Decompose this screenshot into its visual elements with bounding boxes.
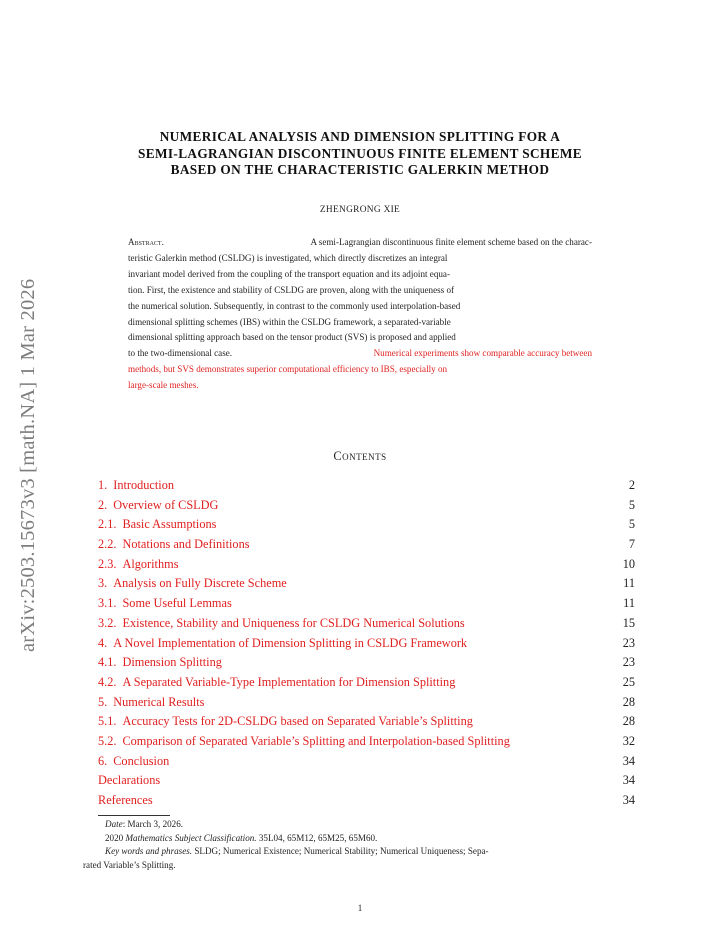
toc-entry-link[interactable]	[98, 752, 169, 772]
toc-entry-link[interactable]	[98, 712, 473, 732]
abstract-line: tion. First, the existence and stability of CSLDG are proven, along with the uniqueness of	[128, 284, 455, 295]
abstract-highlight-line: large-scale meshes.	[128, 380, 199, 391]
toc-entry-title: Algorithms	[122, 556, 179, 571]
toc-entry-number: 2.	[98, 497, 108, 512]
toc-entry-page: 23	[622, 635, 635, 650]
msc-prefix: 2020	[105, 832, 126, 843]
toc-entry-number: 2.2.	[98, 537, 117, 552]
toc-entry[interactable]	[98, 496, 635, 516]
toc-entry-title: Conclusion	[113, 753, 170, 768]
abstract-heading: Abstract.	[128, 237, 164, 247]
toc-entry-link[interactable]	[98, 555, 178, 575]
contents-heading: Contents	[333, 449, 387, 463]
toc-entry-title: Comparison of Separated Variable’s Splitting and Interpolation-based Splitting	[122, 733, 510, 748]
toc-entry-title: Some Useful Lemmas	[122, 596, 232, 611]
toc-entry[interactable]	[98, 712, 635, 732]
paper-title	[80, 129, 640, 179]
msc-value: 35L04, 65M12, 65M25, 65M60.	[258, 832, 378, 843]
abstract-line: the numerical solution. Subsequently, in contrast to the commonly used interpolation-based	[128, 300, 461, 311]
toc-entry-title: Analysis on Fully Discrete Scheme	[113, 576, 287, 591]
abstract-line: teristic Galerkin method (CSLDG) is investigated, which directly discretizes an integral	[128, 252, 448, 263]
toc-entry[interactable]	[98, 594, 635, 614]
toc-entry-title: Introduction	[113, 478, 175, 492]
toc-entry-link[interactable]	[98, 594, 232, 614]
date-label: Date	[105, 819, 123, 829]
title-line: BASED ON THE CHARACTERISTIC GALERKIN METHOD	[170, 162, 550, 177]
toc-entry-page: 10	[622, 556, 635, 571]
toc-entry-page: 5	[628, 517, 635, 532]
table-of-contents	[98, 476, 635, 811]
toc-entry-number: 4.1.	[98, 655, 117, 670]
toc-entry-title: Numerical Results	[113, 694, 205, 709]
toc-entry-title: Overview of CSLDG	[113, 497, 219, 512]
toc-entry-number: 2.3.	[98, 556, 117, 571]
toc-entry-link[interactable]	[98, 476, 174, 496]
toc-entry-page: 15	[622, 615, 635, 630]
toc-entry-title: Basic Assumptions	[122, 517, 217, 532]
toc-entry-page: 34	[622, 773, 635, 788]
keywords-label: Key words and phrases.	[105, 846, 193, 857]
toc-entry-number: 5.1.	[98, 714, 117, 729]
abstract-line: dimensional splitting schemes (IBS) within the CSLDG framework, a separated-variable	[128, 316, 451, 327]
abstract-highlight-line: methods, but SVS demonstrates superior computational efficiency to IBS, especially on	[128, 364, 448, 375]
toc-entry-link[interactable]	[98, 732, 510, 752]
abstract-line	[128, 235, 592, 251]
toc-entry[interactable]	[98, 555, 635, 575]
abstract-text: A semi-Lagrangian discontinuous finite element scheme based on the charac-	[310, 237, 592, 247]
toc-entry-link[interactable]	[98, 653, 222, 673]
toc-entry-link[interactable]	[98, 496, 218, 516]
toc-entry-number: 3.2.	[98, 615, 117, 630]
footnote-msc	[98, 832, 635, 846]
toc-entry-link[interactable]	[98, 614, 465, 634]
toc-entry-number: 5.	[98, 694, 108, 709]
toc-entry-title: Existence, Stability and Uniqueness for CSLDG Numerical Solutions	[122, 615, 465, 630]
toc-entry-page: 2	[628, 478, 635, 492]
toc-entry-number: 3.1.	[98, 596, 117, 611]
toc-entry[interactable]	[98, 693, 635, 713]
toc-entry-link[interactable]	[98, 634, 467, 654]
toc-entry[interactable]	[98, 535, 635, 555]
toc-entry[interactable]	[98, 634, 635, 654]
footnotes	[83, 818, 635, 872]
toc-entry[interactable]	[98, 771, 635, 791]
toc-entry-page: 32	[622, 733, 635, 748]
title-line: SEMI-LAGRANGIAN DISCONTINUOUS FINITE ELEMENT SCHEME	[138, 145, 582, 161]
keywords-value: SLDG; Numerical Existence; Numerical Stability; Numerical Uniqueness; Sepa-	[194, 846, 489, 857]
abstract-line: invariant model derived from the coupling of the transport equation and its adjoint equa-	[128, 268, 450, 279]
toc-entry-number: 3.	[98, 576, 108, 591]
toc-entry-link[interactable]	[98, 574, 287, 594]
toc-entry-number: 5.2.	[98, 733, 117, 748]
toc-entry[interactable]	[98, 791, 635, 811]
toc-entry-title: Dimension Splitting	[122, 655, 222, 670]
footnote-keywords	[98, 845, 635, 859]
toc-entry-number: 1.	[98, 478, 108, 492]
footnote-keywords-cont: rated Variable’s Splitting.	[83, 859, 176, 870]
toc-entry[interactable]	[98, 653, 635, 673]
toc-entry-page: 5	[628, 497, 635, 512]
toc-entry-number: 4.2.	[98, 674, 117, 689]
page-number: 1	[357, 903, 363, 913]
toc-entry-link[interactable]	[98, 673, 455, 693]
arxiv-identifier-stamp: arXiv:2503.15673v3 [math.NA] 1 Mar 2026	[17, 278, 39, 652]
toc-entry-page: 25	[622, 674, 635, 689]
abstract	[128, 235, 592, 394]
toc-entry[interactable]	[98, 614, 635, 634]
title-line: NUMERICAL ANALYSIS AND DIMENSION SPLITTING FOR A	[159, 129, 561, 144]
toc-entry-number: 2.1.	[98, 517, 117, 532]
toc-entry-title: A Separated Variable-Type Implementation for Dimension Splitting	[122, 674, 456, 689]
toc-entry-page: 7	[628, 537, 635, 552]
toc-entry-link[interactable]	[98, 693, 204, 713]
toc-entry-page: 28	[622, 694, 635, 709]
toc-entry-link[interactable]	[98, 515, 216, 535]
toc-entry-page: 34	[622, 793, 635, 807]
toc-entry-title: Declarations	[98, 773, 161, 788]
msc-label: Mathematics Subject Classification.	[125, 832, 257, 843]
date-value: : March 3, 2026.	[122, 819, 184, 829]
toc-entry[interactable]	[98, 515, 635, 535]
footnote-date	[98, 818, 635, 832]
toc-entry-title: References	[98, 793, 153, 807]
abstract-line: dimensional splitting approach based on the tensor product (SVS) is proposed and applied	[128, 332, 456, 343]
toc-entry[interactable]	[98, 732, 635, 752]
toc-entry-title: Accuracy Tests for 2D-CSLDG based on Separated Variable’s Splitting	[122, 714, 473, 729]
abstract-highlight: Numerical experiments show comparable accuracy between	[373, 348, 592, 359]
abstract-line	[128, 346, 592, 362]
footnote-rule	[98, 815, 170, 816]
toc-entry[interactable]	[98, 673, 635, 693]
toc-entry[interactable]	[98, 476, 635, 496]
author-name: ZHENGRONG XIE	[319, 205, 401, 215]
abstract-text: to the two-dimensional case.	[128, 348, 233, 359]
toc-entry-link[interactable]	[98, 791, 153, 811]
toc-entry-page: 23	[622, 655, 635, 670]
toc-entry[interactable]	[98, 752, 635, 772]
toc-entry-title: Notations and Definitions	[122, 537, 250, 552]
toc-entry-page: 11	[623, 576, 635, 591]
toc-entry-page: 11	[623, 596, 635, 611]
toc-entry-link[interactable]	[98, 535, 250, 555]
toc-entry-number: 4.	[98, 635, 108, 650]
toc-entry-title: A Novel Implementation of Dimension Splitting in CSLDG Framework	[113, 635, 468, 650]
toc-entry-number: 6.	[98, 753, 108, 768]
toc-entry-page: 34	[622, 753, 635, 768]
toc-entry-link[interactable]	[98, 771, 160, 791]
toc-entry[interactable]	[98, 574, 635, 594]
toc-entry-page: 28	[622, 714, 635, 729]
